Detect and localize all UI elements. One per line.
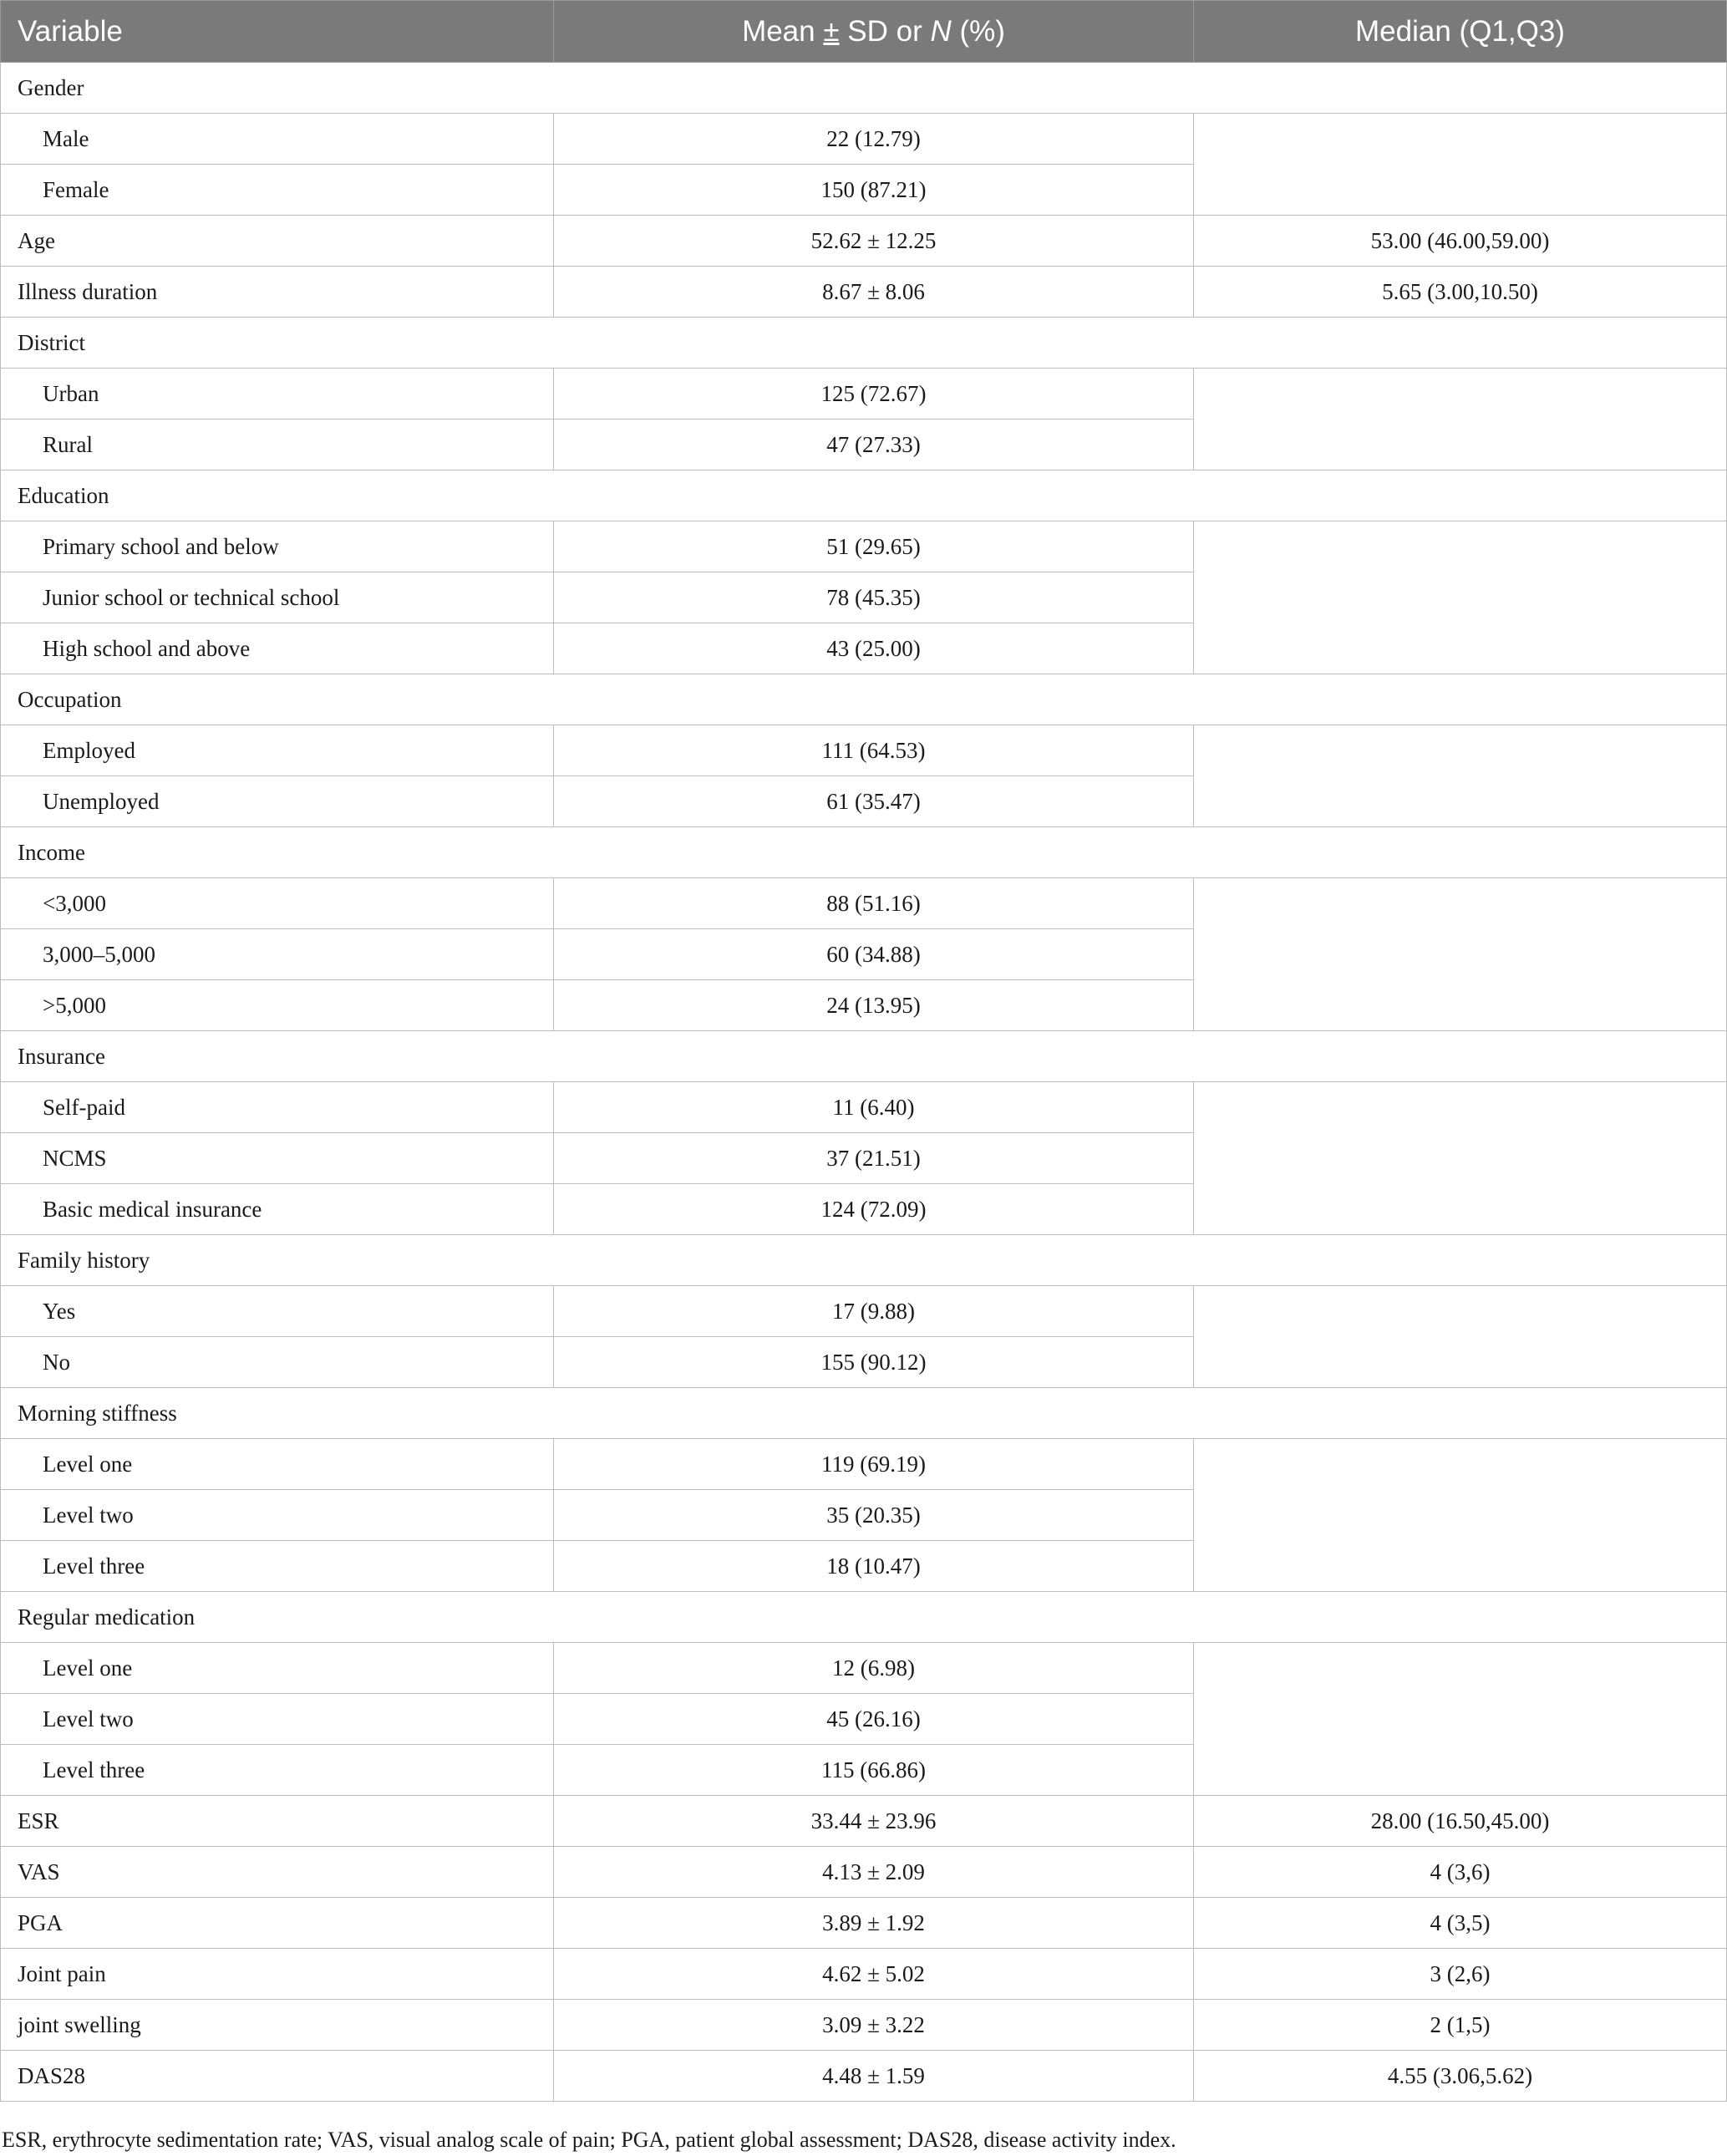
subcategory-label: Basic medical insurance xyxy=(1,1184,554,1235)
header-mean-sd-n xyxy=(554,1,1194,63)
category-label: Education xyxy=(1,470,1727,521)
table-row xyxy=(1,1286,1727,1337)
variable-label: Joint pain xyxy=(1,1949,554,2000)
count-percent-cell: 45 (26.16) xyxy=(554,1694,1194,1745)
subcategory-label: 3,000–5,000 xyxy=(1,929,554,980)
header-mean-mid: SD or xyxy=(839,14,931,48)
median-cell: 3 (2,6) xyxy=(1194,1949,1727,2000)
variable-label: Illness duration xyxy=(1,267,554,318)
mean-sd-cell: 8.67 ± 8.06 xyxy=(554,267,1194,318)
median-cell-empty xyxy=(1194,1643,1727,1796)
median-cell-empty xyxy=(1194,725,1727,827)
category-label: District xyxy=(1,318,1727,369)
table-header xyxy=(1,1,1727,63)
count-percent-cell: 155 (90.12) xyxy=(554,1337,1194,1388)
subcategory-label: Employed xyxy=(1,725,554,776)
category-label: Family history xyxy=(1,1235,1727,1286)
count-percent-cell: 51 (29.65) xyxy=(554,521,1194,572)
category-label: Regular medication xyxy=(1,1592,1727,1643)
category-row xyxy=(1,318,1727,369)
median-cell-empty xyxy=(1194,369,1727,470)
subcategory-label: Level one xyxy=(1,1439,554,1490)
count-percent-cell: 124 (72.09) xyxy=(554,1184,1194,1235)
subcategory-label: Self-paid xyxy=(1,1082,554,1133)
category-row xyxy=(1,674,1727,725)
variable-label: joint swelling xyxy=(1,2000,554,2051)
subcategory-label: <3,000 xyxy=(1,878,554,929)
median-cell: 2 (1,5) xyxy=(1194,2000,1727,2051)
category-row xyxy=(1,63,1727,114)
category-row xyxy=(1,470,1727,521)
median-cell-empty xyxy=(1194,1439,1727,1592)
subcategory-label: Female xyxy=(1,165,554,216)
subcategory-label: Rural xyxy=(1,420,554,470)
category-row xyxy=(1,827,1727,878)
category-row xyxy=(1,1592,1727,1643)
count-percent-cell: 119 (69.19) xyxy=(554,1439,1194,1490)
subcategory-label: Level two xyxy=(1,1694,554,1745)
count-percent-cell: 60 (34.88) xyxy=(554,929,1194,980)
subcategory-label: Yes xyxy=(1,1286,554,1337)
mean-sd-cell: 52.62 ± 12.25 xyxy=(554,216,1194,267)
count-percent-cell: 43 (25.00) xyxy=(554,623,1194,674)
table-row xyxy=(1,1796,1727,1847)
subcategory-label: Level three xyxy=(1,1541,554,1592)
subcategory-label: Level two xyxy=(1,1490,554,1541)
category-label: Morning stiffness xyxy=(1,1388,1727,1439)
count-percent-cell: 150 (87.21) xyxy=(554,165,1194,216)
subcategory-label: Level one xyxy=(1,1643,554,1694)
median-cell: 4 (3,5) xyxy=(1194,1898,1727,1949)
median-cell-empty xyxy=(1194,114,1727,216)
header-row xyxy=(1,1,1727,63)
mean-sd-cell: 4.13 ± 2.09 xyxy=(554,1847,1194,1898)
count-percent-cell: 35 (20.35) xyxy=(554,1490,1194,1541)
table-row xyxy=(1,1898,1727,1949)
subcategory-label: >5,000 xyxy=(1,980,554,1031)
subcategory-label: NCMS xyxy=(1,1133,554,1184)
count-percent-cell: 61 (35.47) xyxy=(554,776,1194,827)
variable-label: VAS xyxy=(1,1847,554,1898)
table-row xyxy=(1,878,1727,929)
header-median: Median (Q1,Q3) xyxy=(1194,1,1727,63)
subcategory-label: Level three xyxy=(1,1745,554,1796)
header-variable: Variable xyxy=(1,1,554,63)
count-percent-cell: 12 (6.98) xyxy=(554,1643,1194,1694)
median-cell: 28.00 (16.50,45.00) xyxy=(1194,1796,1727,1847)
variable-label: ESR xyxy=(1,1796,554,1847)
table-body xyxy=(1,63,1727,2102)
mean-sd-cell: 3.09 ± 3.22 xyxy=(554,2000,1194,2051)
median-cell: 4.55 (3.06,5.62) xyxy=(1194,2051,1727,2102)
table-row xyxy=(1,725,1727,776)
count-percent-cell: 125 (72.67) xyxy=(554,369,1194,420)
table-row xyxy=(1,369,1727,420)
count-percent-cell: 47 (27.33) xyxy=(554,420,1194,470)
table-row xyxy=(1,216,1727,267)
count-percent-cell: 17 (9.88) xyxy=(554,1286,1194,1337)
median-cell-empty xyxy=(1194,521,1727,674)
category-row xyxy=(1,1388,1727,1439)
subcategory-label: Junior school or technical school xyxy=(1,572,554,623)
subcategory-label: No xyxy=(1,1337,554,1388)
category-label: Gender xyxy=(1,63,1727,114)
median-cell: 5.65 (3.00,10.50) xyxy=(1194,267,1727,318)
category-row xyxy=(1,1031,1727,1082)
median-cell-empty xyxy=(1194,878,1727,1031)
category-row xyxy=(1,1235,1727,1286)
variable-label: PGA xyxy=(1,1898,554,1949)
count-percent-cell: 24 (13.95) xyxy=(554,980,1194,1031)
median-cell-empty xyxy=(1194,1286,1727,1388)
mean-sd-cell: 4.48 ± 1.59 xyxy=(554,2051,1194,2102)
count-percent-cell: 78 (45.35) xyxy=(554,572,1194,623)
category-label: Income xyxy=(1,827,1727,878)
table-row xyxy=(1,2000,1727,2051)
subcategory-label: Male xyxy=(1,114,554,165)
count-percent-cell: 11 (6.40) xyxy=(554,1082,1194,1133)
category-label: Insurance xyxy=(1,1031,1727,1082)
count-percent-cell: 22 (12.79) xyxy=(554,114,1194,165)
table-row xyxy=(1,2051,1727,2102)
subcategory-label: Primary school and below xyxy=(1,521,554,572)
plus-minus-symbol: ± xyxy=(823,14,840,48)
table-footnote: ESR, erythrocyte sedimentation rate; VAS, visual analog scale of pain; PGA, patient global assessment; DAS28, disease activity index. xyxy=(2,2128,1176,2152)
table-row xyxy=(1,1643,1727,1694)
mean-sd-cell: 33.44 ± 23.96 xyxy=(554,1796,1194,1847)
count-percent-cell: 37 (21.51) xyxy=(554,1133,1194,1184)
median-cell: 53.00 (46.00,59.00) xyxy=(1194,216,1727,267)
median-cell: 4 (3,6) xyxy=(1194,1847,1727,1898)
count-percent-cell: 88 (51.16) xyxy=(554,878,1194,929)
subcategory-label: Unemployed xyxy=(1,776,554,827)
table-row xyxy=(1,114,1727,165)
count-percent-cell: 111 (64.53) xyxy=(554,725,1194,776)
table-row xyxy=(1,267,1727,318)
category-label: Occupation xyxy=(1,674,1727,725)
count-percent-cell: 115 (66.86) xyxy=(554,1745,1194,1796)
subcategory-label: Urban xyxy=(1,369,554,420)
count-percent-cell: 18 (10.47) xyxy=(554,1541,1194,1592)
median-cell-empty xyxy=(1194,1082,1727,1235)
header-mean-post: (%) xyxy=(951,14,1005,48)
variable-label: Age xyxy=(1,216,554,267)
header-mean-pre: Mean xyxy=(742,14,824,48)
mean-sd-cell: 3.89 ± 1.92 xyxy=(554,1898,1194,1949)
table-row xyxy=(1,1082,1727,1133)
variable-label: DAS28 xyxy=(1,2051,554,2102)
table-row xyxy=(1,521,1727,572)
header-n-symbol: N xyxy=(930,14,952,48)
table-row xyxy=(1,1949,1727,2000)
subcategory-label: High school and above xyxy=(1,623,554,674)
table-row xyxy=(1,1847,1727,1898)
mean-sd-cell: 4.62 ± 5.02 xyxy=(554,1949,1194,2000)
table-row xyxy=(1,1439,1727,1490)
